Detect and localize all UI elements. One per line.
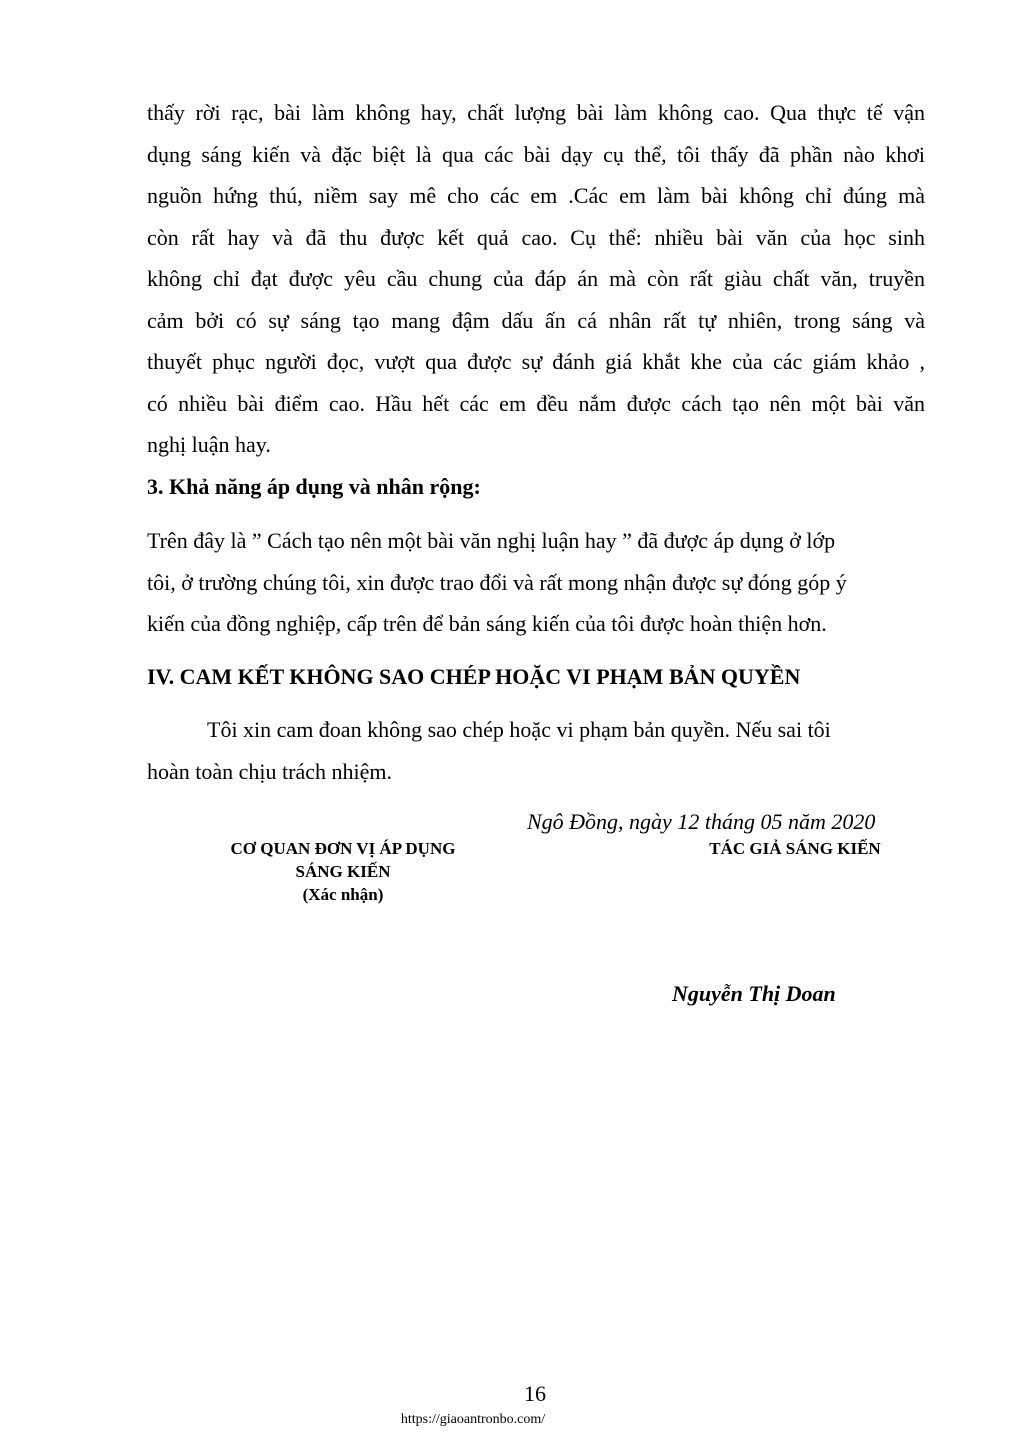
paragraph-line: còn rất hay và đã thu được kết quả cao. Cụ thể: nhiều bài văn của học sinh — [147, 225, 925, 250]
paragraph-line: dụng sáng kiến và đặc biệt là qua các bài dạy cụ thể, tôi thấy đã phần nào khơi — [147, 142, 925, 167]
agency-confirm-note: (Xác nhận) — [302, 885, 384, 904]
paragraph-line: nghị luận hay. — [147, 432, 271, 457]
paragraph-line: tôi, ở trường chúng tôi, xin được trao đổi và rất mong nhận được sự đóng góp ý — [147, 570, 847, 595]
paragraph-line: kiến của đồng nghiệp, cấp trên để bản sáng kiến của tôi được hoàn thiện hơn. — [147, 611, 827, 636]
paragraph-line: có nhiều bài điểm cao. Hầu hết các em đều nắm được cách tạo nên một bài văn — [147, 391, 925, 416]
agency-title-line2: SÁNG KIẾN — [295, 862, 391, 881]
paragraph-line: Trên đây là ” Cách tạo nên một bài văn nghị luận hay ” đã được áp dụng ở lớp — [147, 528, 836, 553]
footer-url[interactable]: https://giaoantronbo.com/ — [400, 1412, 546, 1427]
paragraph-line: Tôi xin cam đoan không sao chép hoặc vi phạm bản quyền. Nếu sai tôi — [207, 717, 831, 742]
agency-title-line1: CƠ QUAN ĐƠN VỊ ÁP DỤNG — [230, 839, 456, 858]
section-3-heading: 3. Khả năng áp dụng và nhân rộng: — [147, 474, 481, 499]
paragraph-line: thuyết phục người đọc, vượt qua được sự đánh giá khắt khe của các giám khảo , — [147, 349, 925, 374]
paragraph-line: không chỉ đạt được yêu cầu chung của đáp án mà còn rất giàu chất văn, truyền — [147, 266, 925, 291]
section-4-heading: IV. CAM KẾT KHÔNG SAO CHÉP HOẶC VI PHẠM BẢN QUYỀN — [147, 664, 801, 689]
place-date: Ngô Đồng, ngày 12 tháng 05 năm 2020 — [527, 809, 876, 834]
paragraph-line: cảm bởi có sự sáng tạo mang đậm dấu ấn cá nhân rất tự nhiên, trong sáng và — [147, 308, 925, 333]
paragraph-line: nguồn hứng thú, niềm say mê cho các em .Các em làm bài không chỉ đúng mà — [147, 183, 925, 208]
author-name: Nguyễn Thị Doan — [672, 981, 836, 1006]
paragraph-line: hoàn toàn chịu trách nhiệm. — [147, 759, 392, 784]
page-number: 16 — [524, 1381, 546, 1406]
author-title: TÁC GIẢ SÁNG KIẾN — [709, 839, 881, 858]
paragraph-line: thấy rời rạc, bài làm không hay, chất lượng bài làm không cao. Qua thực tế vận — [147, 100, 925, 125]
